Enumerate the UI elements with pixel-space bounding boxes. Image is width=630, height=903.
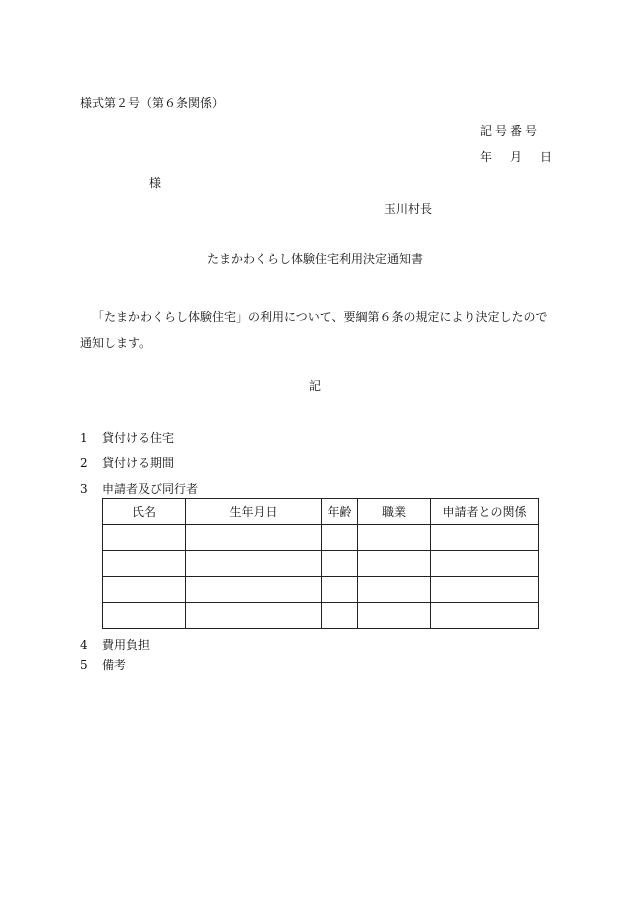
item-number: 2 <box>80 456 88 470</box>
table-cell[interactable] <box>431 551 539 577</box>
table-header-row <box>103 499 539 525</box>
table-row <box>103 525 539 551</box>
date-month-label: 月 <box>510 150 523 164</box>
item-label: 備考 <box>102 658 127 672</box>
table-cell[interactable] <box>103 525 186 551</box>
body-paragraph: 「たまかわくらし体験住宅」の利用について、要綱第６条の規定により決定したので通知します。 <box>80 310 548 350</box>
item-label: 貸付ける住宅 <box>102 431 175 445</box>
item-number: 4 <box>80 638 88 652</box>
table-cell[interactable] <box>358 525 431 551</box>
list-item <box>80 483 198 495</box>
item-number: 1 <box>80 431 88 445</box>
date-year-label: 年 <box>480 150 493 164</box>
column-header-name: 氏名 <box>103 499 186 525</box>
table-cell[interactable] <box>431 577 539 603</box>
table-cell[interactable] <box>186 551 322 577</box>
table-cell[interactable] <box>186 577 322 603</box>
companion-table <box>102 498 539 629</box>
table-cell[interactable] <box>322 551 358 577</box>
list-item <box>80 639 150 651</box>
table-cell[interactable] <box>186 525 322 551</box>
date-day-label: 日 <box>540 150 553 164</box>
document-title: たまかわくらし体験住宅利用決定通知書 <box>206 252 423 266</box>
table-cell[interactable] <box>103 551 186 577</box>
column-header-birthdate: 生年月日 <box>186 499 322 525</box>
item-number: 5 <box>80 658 88 672</box>
table-cell[interactable] <box>103 577 186 603</box>
table-cell[interactable] <box>431 525 539 551</box>
item-label: 費用負担 <box>102 638 151 652</box>
table-cell[interactable] <box>358 551 431 577</box>
table-cell[interactable] <box>322 525 358 551</box>
column-header-age: 年齢 <box>322 499 358 525</box>
table-cell[interactable] <box>103 603 186 629</box>
table-cell[interactable] <box>322 577 358 603</box>
item-label: 申請者及び同行者 <box>102 482 199 496</box>
item-label: 貸付ける期間 <box>102 456 175 470</box>
table-cell[interactable] <box>431 603 539 629</box>
table-cell[interactable] <box>358 577 431 603</box>
form-number: 様式第２号（第６条関係） <box>80 96 225 110</box>
date-line <box>480 151 552 163</box>
ki-heading: 記 <box>308 379 321 393</box>
sender-name: 玉川村長 <box>384 202 433 216</box>
table-cell[interactable] <box>322 603 358 629</box>
document-number-label: 記号番号 <box>480 124 541 138</box>
column-header-occupation: 職業 <box>358 499 431 525</box>
item-number: 3 <box>80 482 88 496</box>
column-header-relationship: 申請者との関係 <box>431 499 539 525</box>
table-row <box>103 603 539 629</box>
table-row <box>103 551 539 577</box>
addressee-suffix: 様 <box>149 176 162 190</box>
table-cell[interactable] <box>186 603 322 629</box>
list-item <box>80 432 174 444</box>
list-item <box>80 659 126 671</box>
table-row <box>103 577 539 603</box>
table-cell[interactable] <box>358 603 431 629</box>
list-item <box>80 457 174 469</box>
